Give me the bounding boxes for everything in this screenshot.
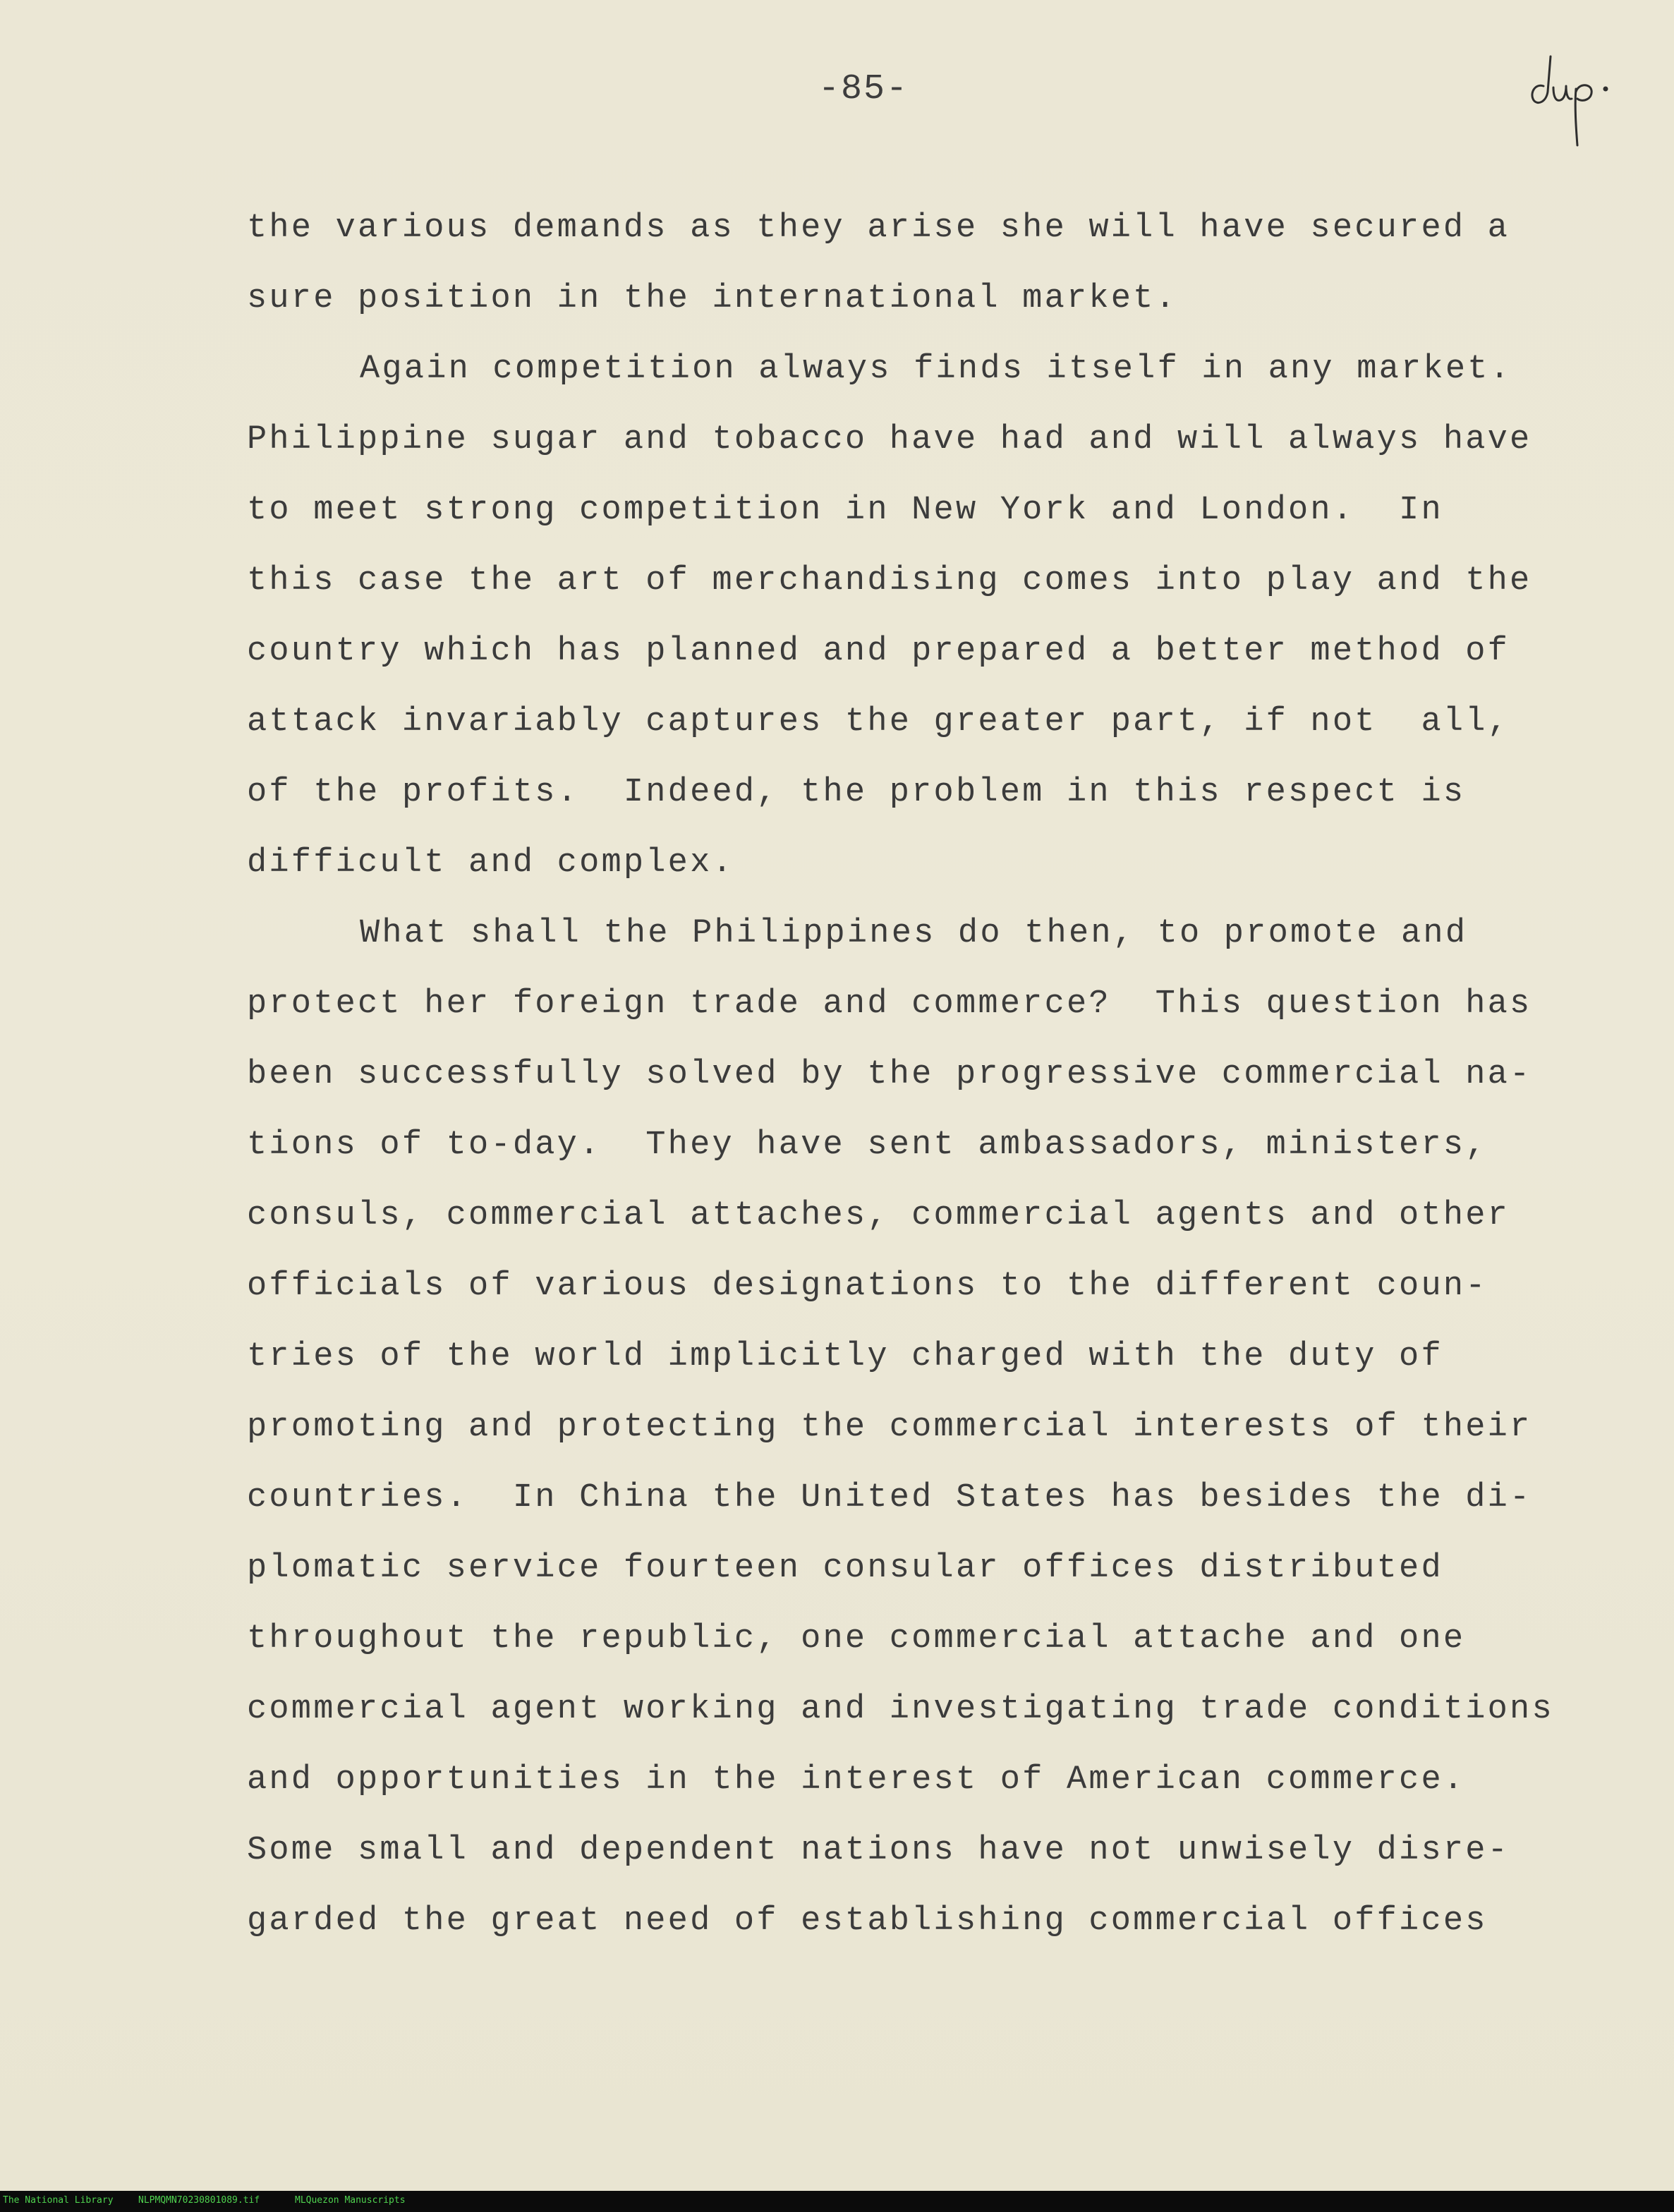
text-line: the various demands as they arise she will have secured a xyxy=(247,209,1510,247)
text-line: throughout the republic, one commercial attache and one xyxy=(247,1620,1466,1658)
text-line-indented: What shall the Philippines do then, to promote and xyxy=(360,915,1468,952)
body-text xyxy=(247,205,1601,1968)
text-line: officials of various designations to the different coun- xyxy=(247,1268,1488,1305)
text-line-indented: Again competition always finds itself in any market. xyxy=(360,351,1512,388)
footer-collection: MLQuezon Manuscripts xyxy=(295,2195,406,2206)
text-line: promoting and protecting the commercial interests of their xyxy=(247,1409,1532,1446)
handwritten-annotation-drawing xyxy=(1522,42,1628,148)
text-line: Some small and dependent nations have not unwisely disre- xyxy=(247,1832,1510,1869)
text-line: attack invariably captures the greater part, if not all, xyxy=(247,703,1510,741)
text-line: plomatic service fourteen consular offices distributed xyxy=(247,1550,1443,1587)
text-line: been successfully solved by the progressive commercial na- xyxy=(247,1056,1532,1093)
text-line: sure position in the international market. xyxy=(247,280,1177,317)
text-line: tions of to-day. They have sent ambassadors, ministers, xyxy=(247,1126,1488,1164)
footer-file: NLPMQMN70230801089.tif xyxy=(138,2195,260,2206)
text-line: countries. In China the United States has besides the di- xyxy=(247,1479,1532,1517)
text-line: tries of the world implicitly charged with the duty of xyxy=(247,1338,1443,1375)
text-line: country which has planned and prepared a better method of xyxy=(247,633,1510,670)
text-line: consuls, commercial attaches, commercial agents and other xyxy=(247,1197,1510,1234)
text-line: and opportunities in the interest of American commerce. xyxy=(247,1761,1466,1799)
text-line: this case the art of merchandising comes into play and the xyxy=(247,562,1532,600)
text-line: of the profits. Indeed, the problem in this respect is xyxy=(247,774,1466,811)
handwritten-annotation xyxy=(1522,42,1628,148)
footer-library: The National Library xyxy=(3,2195,114,2206)
text-line: protect her foreign trade and commerce? This question has xyxy=(247,985,1532,1023)
page-number: -85- xyxy=(818,69,909,109)
text-line: difficult and complex. xyxy=(247,844,734,882)
text-line: Philippine sugar and tobacco have had and will always have xyxy=(247,421,1532,458)
scan-footer xyxy=(0,2191,1674,2212)
text-line: garded the great need of establishing commercial offices xyxy=(247,1902,1488,1940)
text-line: commercial agent working and investigating trade conditions xyxy=(247,1691,1554,1728)
text-line: to meet strong competition in New York and London. In xyxy=(247,492,1443,529)
